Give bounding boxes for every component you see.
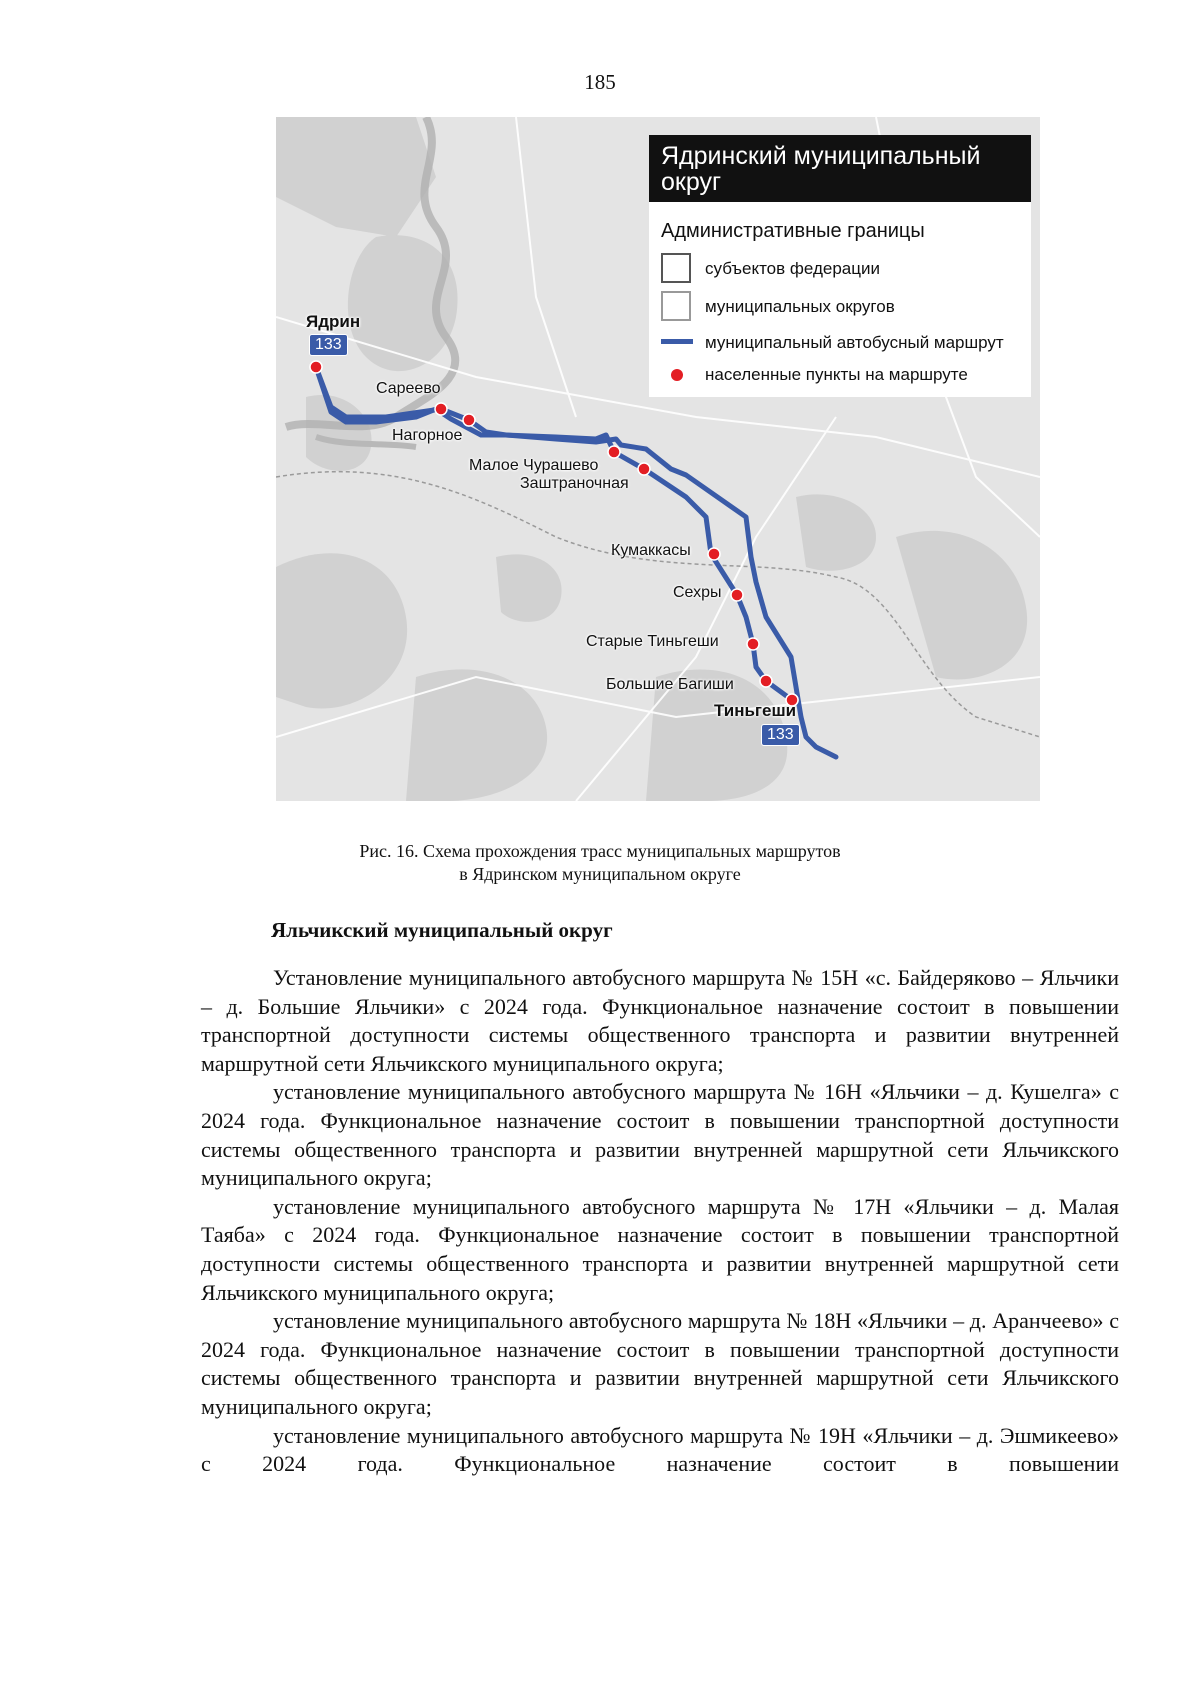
paragraph: установление муниципального автобусного маршрута № 16Н «Яльчики – д. Кушелга» с 2024 года. Функциональное назначение состоит в повышении транспортной доступности системы общественного транспорта и развитии внутренней маршрутной сети Яльчикского муниципального округа; bbox=[201, 1079, 1119, 1191]
route-badge-end: 133 bbox=[761, 724, 800, 746]
place-label-sareevo: Сареево bbox=[376, 380, 441, 397]
settlement-dot-swatch bbox=[671, 369, 683, 381]
federal-boundary-swatch bbox=[661, 253, 691, 283]
figure-caption bbox=[0, 840, 1200, 886]
caption-line-1: Рис. 16. Схема прохождения трасс муниципальных маршрутов bbox=[359, 841, 841, 861]
route-badge-start: 133 bbox=[309, 334, 348, 356]
place-label-zashtranochnaya: Заштраночная bbox=[520, 475, 629, 492]
bus-route-swatch bbox=[661, 339, 693, 344]
map-title: Ядринский муниципальный округ bbox=[649, 135, 1031, 202]
paragraph: Установление муниципального автобусного маршрута № 15Н «с. Байдеряково – Яльчики – д. Большие Яльчики» с 2024 года. Функциональное назначение состоит в повышении транспортной доступности системы общественного транспорта и развитии внутренней маршрутной сети Яльчикского муниципального округа; bbox=[201, 965, 1119, 1076]
legend-item-federal-boundary bbox=[661, 253, 1021, 287]
place-label-yadrin: Ядрин bbox=[306, 312, 361, 331]
place-label-nagornoe: Нагорное bbox=[392, 427, 463, 444]
paragraph: установление муниципального автобусного маршрута № 19Н «Яльчики – д. Эшмикеево» с 2024 года. Функциональное назначение состоит в повышении bbox=[201, 1422, 1119, 1477]
place-label-maloe-churashevo: Малое Чурашево bbox=[469, 457, 599, 474]
map-legend bbox=[649, 135, 1031, 397]
section-heading: Яльчикский муниципальный округ bbox=[271, 918, 613, 942]
caption-line-2: в Ядринском муниципальном округе bbox=[459, 864, 741, 884]
place-label-bolshie-bagishi: Большие Багиши bbox=[606, 676, 734, 693]
legend-label: муниципальных округов bbox=[705, 297, 895, 316]
legend-subtitle: Административные границы bbox=[661, 220, 925, 242]
legend-label: населенные пункты на маршруте bbox=[705, 365, 968, 384]
legend-item-municipal-boundary bbox=[661, 291, 1021, 325]
legend-item-bus-route bbox=[661, 327, 1021, 361]
page-number: 185 bbox=[584, 70, 616, 94]
legend-label: субъектов федерации bbox=[705, 259, 880, 278]
place-label-kumakkasy: Кумаккасы bbox=[611, 542, 691, 559]
municipal-boundary-swatch bbox=[661, 291, 691, 321]
paragraph: установление муниципального автобусного маршрута № 18Н «Яльчики – д. Аранчеево» с 2024 года. Функциональное назначение состоит в повышении транспортной доступности системы общественного транспорта и развитии внутренней маршрутной сети Яльчикского муниципального округа; bbox=[201, 1308, 1119, 1419]
legend-item-settlements bbox=[661, 359, 1021, 393]
body-text bbox=[201, 964, 1119, 1479]
place-label-tinegeshi: Тиньгеши bbox=[714, 701, 797, 720]
place-label-sekhry: Сехры bbox=[673, 584, 722, 601]
legend-label: муниципальный автобусный маршрут bbox=[705, 333, 1004, 352]
route-map bbox=[276, 117, 1040, 801]
place-label-starye-tinegeshi: Старые Тиньгеши bbox=[586, 633, 719, 650]
paragraph: установление муниципального автобусного маршрута № 17Н «Яльчики – д. Малая Таяба» с 2024 года. Функциональное назначение состоит в повышении транспортной доступности системы общественного транспорта и развитии внутренней маршрутной сети Яльчикского муниципального округа; bbox=[201, 1193, 1119, 1305]
